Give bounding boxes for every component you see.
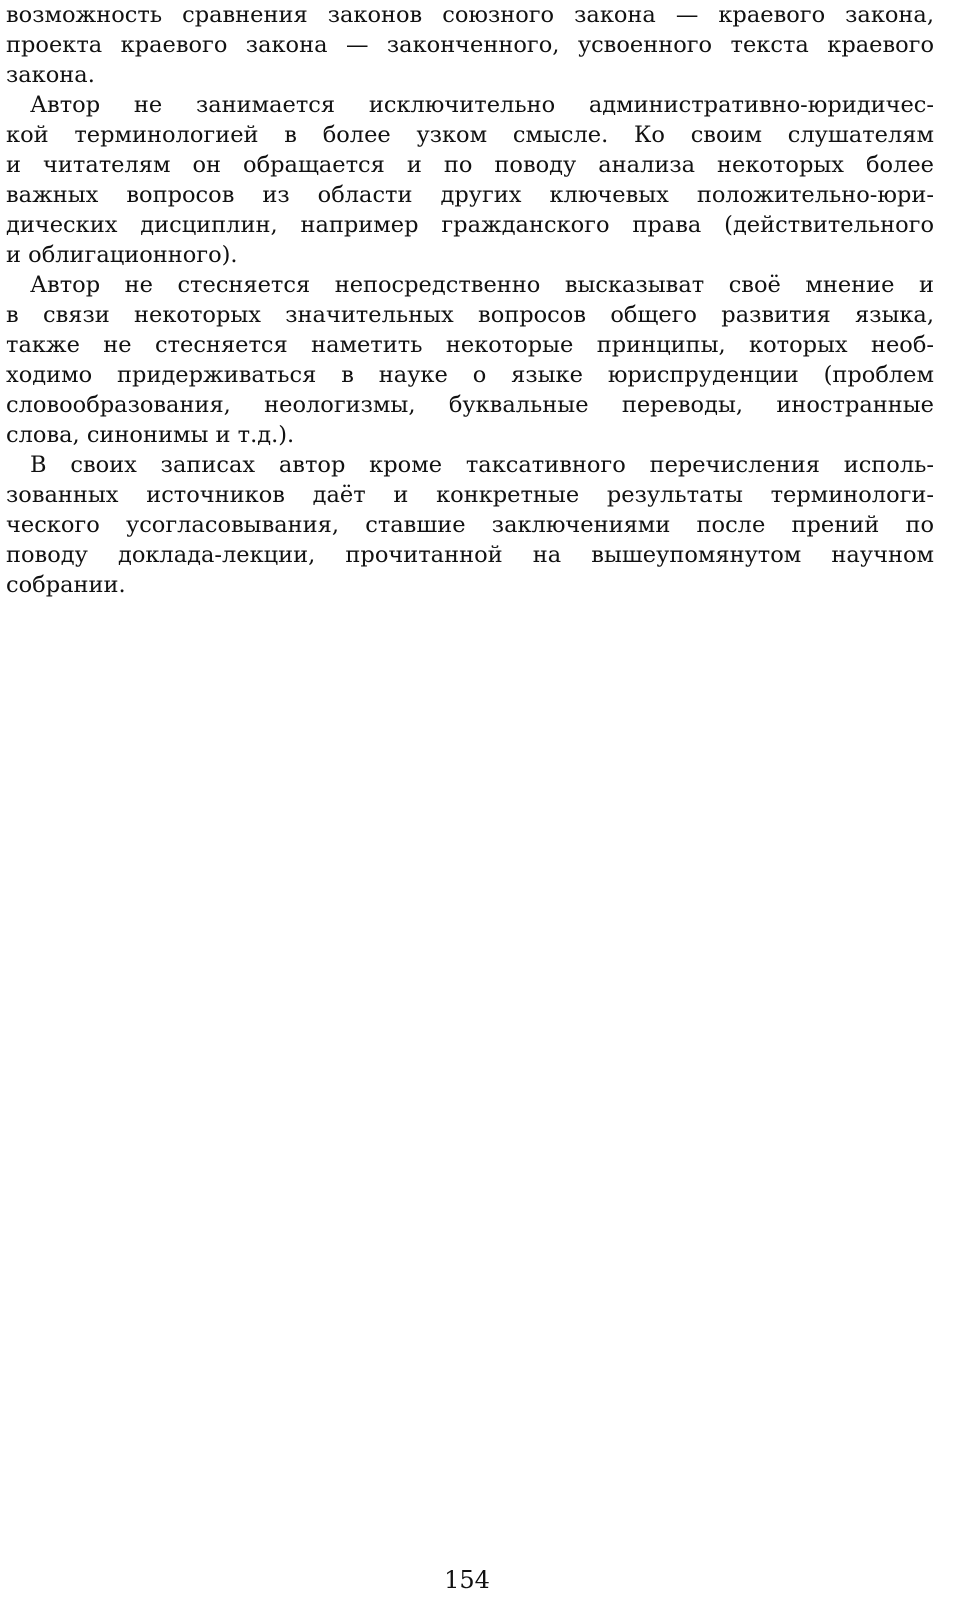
text-line: дических дисциплин, например гражданского права (действительного [6,212,934,238]
text-line: собрании. [6,572,126,598]
body-text [6,0,934,600]
text-line: и читателям он обращается и по поводу анализа некоторых более [6,152,934,178]
paragraph-start-line: В своих записах автор кроме таксативного перечисления исполь- [30,452,934,478]
text-line: ходимо придерживаться в науке о языке юриспруденции (проблем [6,362,934,388]
paragraph-start-line: Автор не занимается исключительно административно-юридичес- [30,92,934,118]
text-line: также не стесняется наметить некоторые принципы, которых необ- [6,332,934,358]
page-number: 154 [444,1566,490,1594]
text-line: словообразования, неологизмы, буквальные переводы, иностранные [6,392,934,418]
text-line: поводу доклада-лекции, прочитанной на вышеупомянутом научном [6,542,934,568]
text-line: в связи некоторых значительных вопросов общего развития языка, [6,302,934,328]
paragraph-start-line: Автор не стесняется непосредственно высказыват своё мнение и [30,272,934,298]
text-line: проекта краевого закона — законченного, усвоенного текста краевого [6,32,934,58]
text-line: зованных источников даёт и конкретные результаты терминологи- [6,482,934,508]
text-line: важных вопросов из области других ключевых положительно-юри- [6,182,934,208]
text-line: закона. [6,62,95,88]
text-line: ческого усогласовывания, ставшие заключениями после прений по [6,512,934,538]
text-line: возможность сравнения законов союзного закона — краевого закона, [6,2,934,28]
text-line: слова, синонимы и т.д.). [6,422,295,448]
text-line: кой терминологией в более узком смысле. Ко своим слушателям [6,122,934,148]
text-line: и облигационного). [6,242,238,268]
